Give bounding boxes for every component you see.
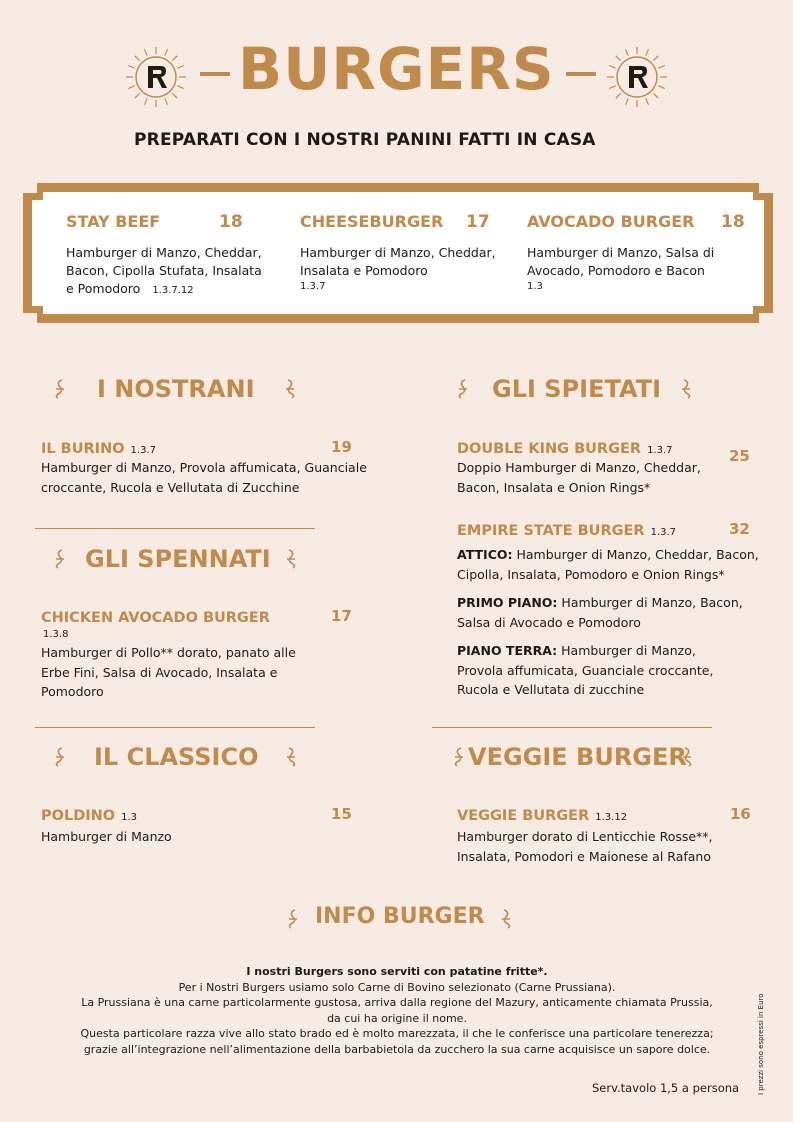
section-title-info: INFO BURGER: [315, 904, 485, 929]
variant-label: ATTICO:: [457, 547, 513, 562]
item-desc: Hamburger di Manzo, Provola affumicata, Guanciale croccante, Rucola e Vellutata di Zucchine: [41, 460, 367, 495]
item-name: DOUBLE KING BURGER: [457, 441, 642, 457]
title-dash-right: [566, 72, 596, 76]
item-allergens: 1.3.7: [130, 445, 156, 456]
info-lead: I nostri Burgers sono serviti con patatine fritte*.: [246, 965, 548, 978]
swirl-ornament-icon: [283, 548, 299, 570]
featured-item-2: [300, 212, 510, 292]
swirl-ornament-icon: [282, 378, 298, 400]
swirl-ornament-icon: [52, 378, 68, 400]
item-price: 32: [729, 520, 750, 538]
featured-price: 18: [219, 212, 243, 232]
section-title-veggie: VEGGIE BURGER: [468, 743, 687, 771]
page-subtitle: PREPARATI CON I NOSTRI PANINI FATTI IN CASA: [134, 130, 596, 150]
item-allergens: 1.3.8: [43, 629, 69, 640]
item-desc: Doppio Hamburger di Manzo, Cheddar, Bacon, Insalata e Onion Rings*: [457, 460, 701, 495]
empire-variant-attico: [457, 545, 762, 584]
prices-currency-note: I prezzi sono espressi in Euro: [757, 993, 765, 1095]
item-allergens: 1.3.7: [650, 527, 677, 538]
featured-allergens: 1.3.7: [300, 281, 326, 292]
menu-item-poldino: [41, 805, 356, 847]
featured-name: CHEESEBURGER: [300, 212, 444, 231]
swirl-ornament-icon: [52, 746, 68, 768]
item-name: CHICKEN AVOCADO BURGER: [41, 610, 270, 626]
item-desc: Hamburger di Pollo** dorato, panato alle Erbe Fini, Salsa di Avocado, Insalata e Pomodoro: [41, 645, 296, 699]
item-price: 19: [331, 438, 352, 456]
info-line: grazie all’integrazione nell’alimentazione della barbabietola da zucchero la sua carne acquisisce un sapore dolce.: [83, 1042, 711, 1056]
featured-item-3: [527, 212, 757, 292]
section-divider: [35, 727, 315, 728]
info-line: da cui ha origine il nome.: [327, 1011, 467, 1025]
item-desc: Hamburger di Manzo: [41, 829, 172, 844]
swirl-ornament-icon: [451, 746, 467, 768]
item-allergens: 1.3.7: [647, 445, 673, 456]
item-name: POLDINO: [41, 808, 116, 824]
item-price: 17: [331, 607, 352, 625]
info-line: Questa particolare razza vive allo stato brado ed è molto marezzata, il che le conferisce una particolare tenerezza;: [80, 1027, 714, 1040]
info-body: [36, 964, 758, 1057]
swirl-ornament-icon: [455, 378, 471, 400]
item-allergens: 1.3: [121, 812, 137, 823]
page-title: BURGERS: [238, 35, 555, 103]
item-desc: Hamburger dorato di Lenticchie Rosse**, Insalata, Pomodori e Maionese al Rafano: [457, 829, 713, 864]
swirl-ornament-icon: [679, 746, 695, 768]
featured-desc: Hamburger di Manzo, Cheddar, Bacon, Cipolla Stufata, Insalata e Pomodoro: [66, 245, 262, 296]
featured-allergens: 1.3: [527, 281, 543, 292]
swirl-ornament-icon: [498, 908, 514, 930]
featured-name: AVOCADO BURGER: [527, 212, 695, 231]
gothic-r-emblem-icon-left: [125, 46, 187, 108]
info-line: Per i Nostri Burgers usiamo solo Carne di Bovino selezionato (Carne Prussiana).: [178, 980, 616, 994]
swirl-ornament-icon: [283, 746, 299, 768]
title-dash-left: [200, 72, 230, 76]
featured-price: 18: [721, 212, 745, 232]
variant-desc: Hamburger di Manzo, Cheddar, Bacon, Cipolla, Insalata, Pomodoro e Onion Rings*: [457, 547, 759, 582]
service-charge-note: Serv.tavolo 1,5 a persona: [592, 1081, 740, 1095]
item-name: EMPIRE STATE BURGER: [457, 523, 645, 539]
section-divider: [432, 727, 712, 728]
item-name: VEGGIE BURGER: [457, 808, 590, 824]
featured-name: STAY BEEF: [66, 212, 161, 231]
item-name: IL BURINO: [41, 441, 125, 457]
featured-price: 17: [466, 212, 490, 232]
section-title-nostrani: I NOSTRANI: [97, 375, 255, 403]
featured-desc: Hamburger di Manzo, Salsa di Avocado, Pomodoro e Bacon: [527, 245, 715, 278]
item-allergens: 1.3.12: [595, 812, 628, 823]
variant-label: PRIMO PIANO:: [457, 595, 558, 610]
menu-item-chicken-avocado: [41, 607, 356, 702]
menu-item-veggie-burger: [457, 805, 757, 866]
section-title-spietati: GLI SPIETATI: [492, 375, 661, 403]
section-title-classico: IL CLASSICO: [94, 743, 259, 771]
item-price: 25: [729, 447, 750, 465]
item-price: 15: [331, 805, 352, 823]
featured-allergens: 1.3.7.12: [152, 285, 194, 296]
empire-variant-piano-terra: [457, 641, 722, 700]
swirl-ornament-icon: [52, 548, 68, 570]
info-line: La Prussiana è una carne particolarmente gustosa, arriva dalla regione del Mazury, anticamente chiamata Prussia,: [81, 996, 713, 1009]
featured-desc: Hamburger di Manzo, Cheddar, Insalata e Pomodoro: [300, 245, 496, 278]
featured-item-1: [66, 212, 262, 300]
menu-item-double-king: [457, 438, 757, 497]
variant-label: PIANO TERRA:: [457, 643, 558, 658]
gothic-r-emblem-icon-right: [606, 46, 668, 108]
variant-desc: Hamburger di Manzo, Provola affumicata, Guanciale croccante, Rucola e Vellutata di zucchine: [457, 643, 714, 697]
swirl-ornament-icon: [285, 908, 301, 930]
menu-item-il-burino: [41, 438, 367, 497]
empire-variant-primo-piano: [457, 593, 757, 632]
section-divider: [35, 528, 315, 529]
swirl-ornament-icon: [678, 378, 694, 400]
variant-desc: Hamburger di Manzo, Bacon, Salsa di Avocado e Pomodoro: [457, 595, 743, 630]
item-price: 16: [730, 805, 751, 823]
menu-item-empire-state: [457, 520, 767, 700]
section-title-spennati: GLI SPENNATI: [85, 545, 271, 573]
